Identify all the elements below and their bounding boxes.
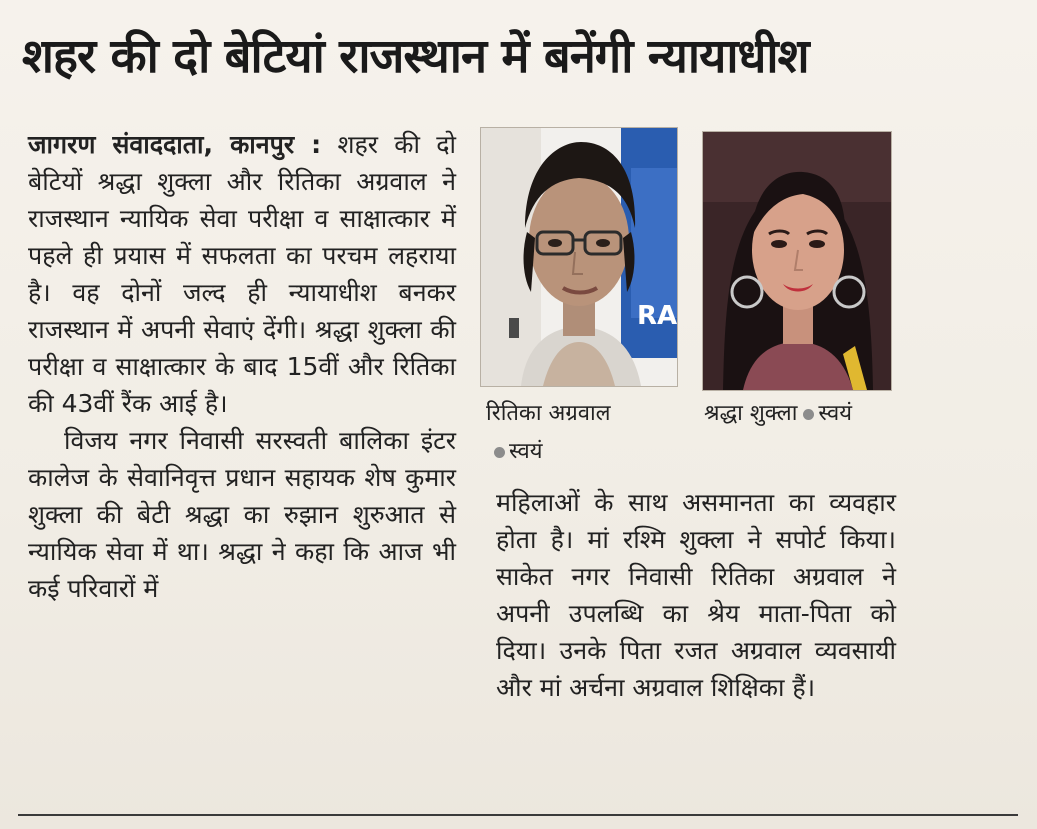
photo-credit-ritika-text: स्वयं <box>509 439 543 464</box>
article-paragraph-1-text: शहर की दो बेटियों श्रद्धा शुक्ला और रितिका अग्रवाल ने राजस्थान न्यायिक सेवा परीक्षा व साक्षात्कार में पहले ही प्रयास में सफलता का परचम लहराया है। वह दोनों जल्द ही न्यायाधीश बनकर राजस्थान में अपनी सेवाएं देंगी। श्रद्धा शुक्ला की परीक्षा व साक्षात्कार के बाद 15वीं और रितिका की 43वीं रैंक आई है। <box>28 130 456 418</box>
portrait-shraddha-image <box>703 132 891 390</box>
photo-credit-shraddha-text: स्वयं <box>818 401 852 426</box>
photo-credit-ritika <box>488 434 543 470</box>
credit-bullet-icon <box>803 409 814 420</box>
article-paragraph-3: महिलाओं के साथ असमानता का व्यवहार होता है। मां रश्मि शुक्ला ने सपोर्ट किया। साकेत नगर निवासी रितिका अग्रवाल ने अपनी उपलब्धि का श्रेय माता-पिता को दिया। उनके पिता रजत अग्रवाल व्यवसायी और मां अर्चना अग्रवाल शिक्षिका हैं। <box>496 488 896 702</box>
photo-caption-ritika: रितिका अग्रवाल <box>486 401 611 426</box>
article-column-right <box>496 484 896 706</box>
photo-caption-shraddha-name: श्रद्धा शुक्ला <box>704 401 798 426</box>
article-paragraph-1 <box>28 126 456 422</box>
photo-backdrop-text: RA <box>637 301 677 331</box>
photo-shraddha-shukla <box>702 131 892 391</box>
article-column-left <box>28 126 456 607</box>
portrait-ritika-image <box>481 128 677 386</box>
column-divider-rule <box>18 814 1018 816</box>
photo-ritika-agrawal <box>480 127 678 387</box>
headline: शहर की दो बेटियां राजस्थान में बनेंगी न्यायाधीश <box>22 29 809 84</box>
credit-bullet-icon <box>494 447 505 458</box>
dateline: जागरण संवाददाता, कानपुर : <box>28 130 322 159</box>
article-paragraph-2: विजय नगर निवासी सरस्वती बालिका इंटर कालेज के सेवानिवृत्त प्रधान सहायक शेष कुमार शुक्ला की बेटी श्रद्धा का रुझान शुरुआत से न्यायिक सेवा में था। श्रद्धा ने कहा कि आज भी कई परिवारों में <box>28 426 456 603</box>
photo-caption-shraddha <box>704 396 852 432</box>
